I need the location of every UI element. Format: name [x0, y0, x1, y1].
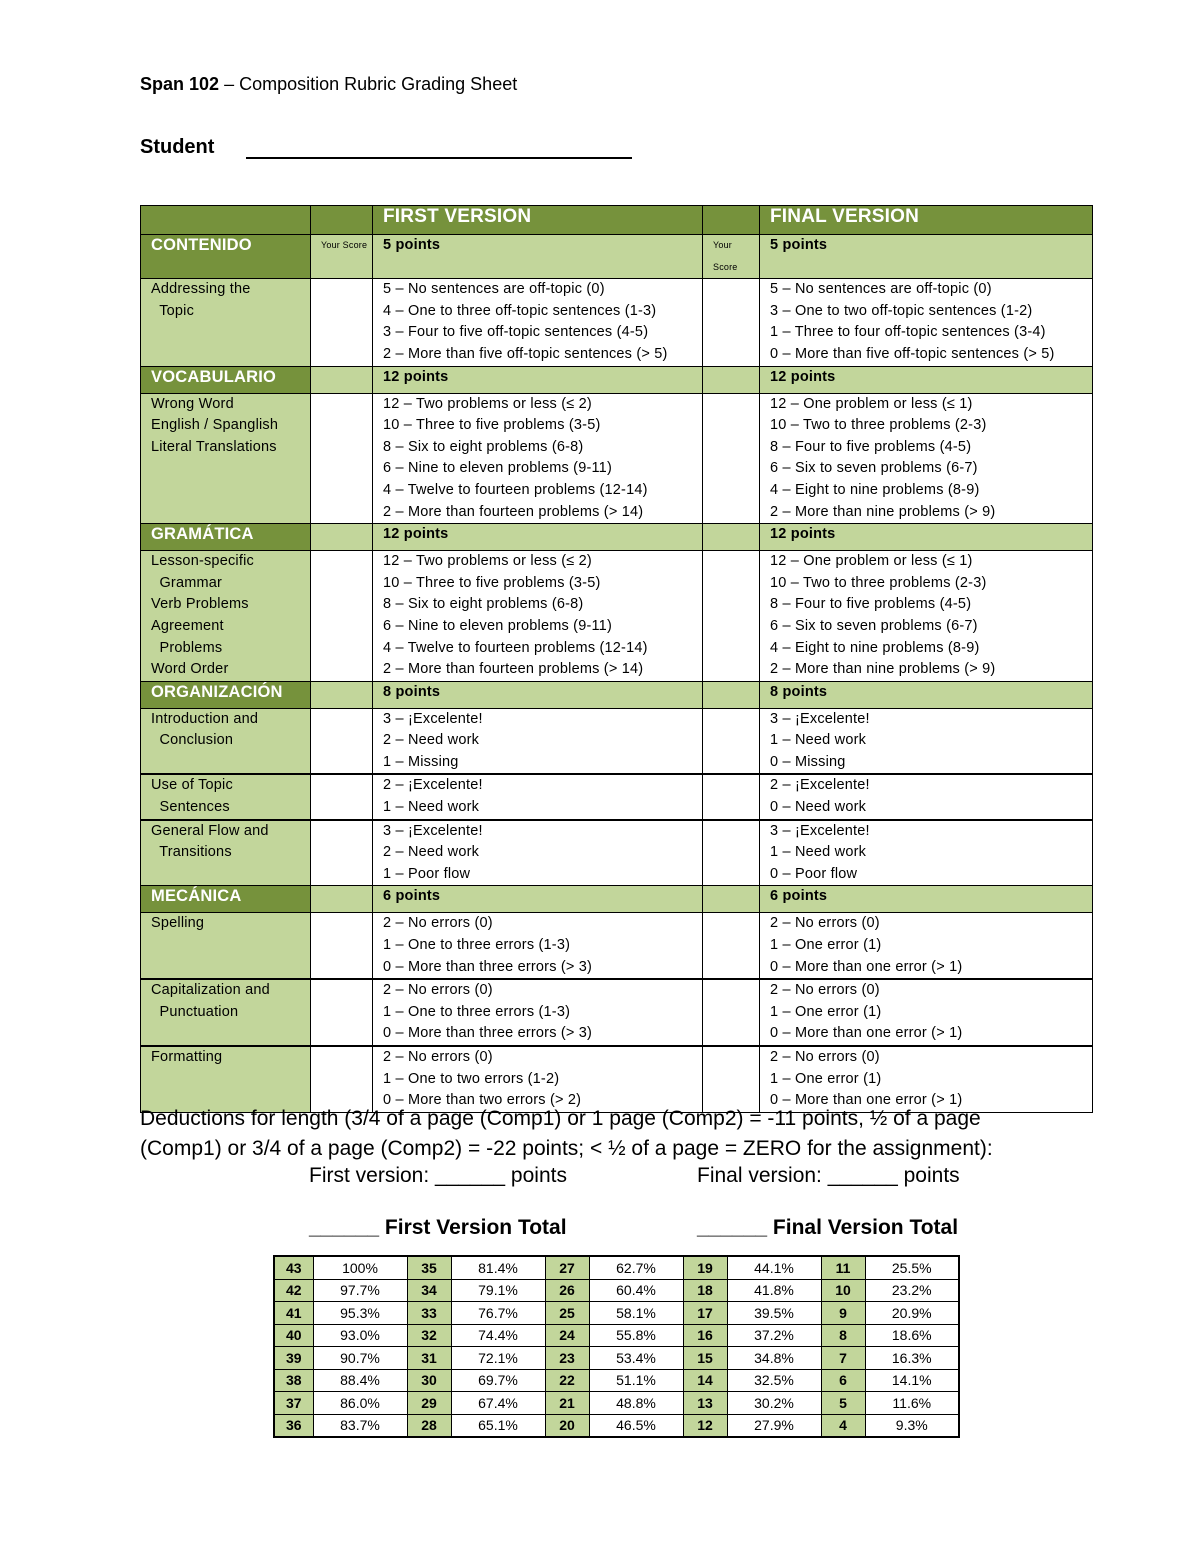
first-version-score-cell[interactable] [311, 979, 373, 1046]
section-name: CONTENIDO [141, 235, 311, 279]
section-header-row [141, 524, 1093, 551]
final-version-descriptors [760, 913, 1093, 979]
points-value: 40 [274, 1324, 313, 1347]
first-version-score-cell[interactable] [311, 279, 373, 366]
first-version-deduction[interactable]: First version: ______ points [309, 1164, 567, 1187]
section-header-row [141, 235, 1093, 279]
criterion-row [141, 551, 1093, 682]
final-version-score-cell[interactable] [703, 820, 760, 886]
points-value: 35 [407, 1256, 451, 1279]
percent-value: 32.5% [727, 1369, 821, 1392]
descriptor-line: 2 – Need work [383, 844, 480, 861]
percent-row [274, 1392, 959, 1415]
final-version-score-cell[interactable] [703, 279, 760, 366]
points-value: 13 [683, 1392, 727, 1415]
percent-row [274, 1302, 959, 1325]
points-value: 29 [407, 1392, 451, 1415]
points-value: 25 [545, 1302, 589, 1325]
criterion-row [141, 708, 1093, 774]
criterion-category [141, 1046, 311, 1112]
percent-value: 79.1% [451, 1279, 545, 1302]
descriptor-line: 1 – Need work [383, 799, 480, 816]
percent-value: 97.7% [313, 1279, 407, 1302]
criterion-category-line: Agreement [151, 617, 224, 634]
criterion-category-line: Topic [151, 302, 195, 319]
descriptor-line: 3 – ¡Excelente! [383, 822, 483, 839]
section-points-first: 6 points [373, 886, 703, 913]
criterion-category-line: Spelling [151, 915, 205, 932]
descriptor-line: 8 – Four to five problems (4-5) [770, 438, 972, 455]
criterion-category-line: Literal Translations [151, 438, 277, 455]
first-version-descriptors [373, 393, 703, 524]
points-value: 21 [545, 1392, 589, 1415]
criterion-row [141, 774, 1093, 819]
final-version-descriptors [760, 551, 1093, 682]
first-version-total[interactable]: ______ First Version Total [309, 1216, 567, 1239]
criterion-category-line: Word Order [151, 661, 229, 678]
descriptor-line: 5 – No sentences are off-topic (0) [770, 281, 992, 298]
title-text: – Composition Rubric Grading Sheet [224, 74, 518, 94]
final-version-deduction[interactable]: Final version: ______ points [697, 1164, 960, 1187]
percent-row [274, 1324, 959, 1347]
final-version-score-cell[interactable] [703, 1046, 760, 1112]
descriptor-line: 1 – Need work [770, 732, 867, 749]
percent-value: 58.1% [589, 1302, 683, 1325]
first-version-descriptors [373, 774, 703, 819]
criterion-category-line: Addressing the [151, 281, 251, 298]
percent-value: 62.7% [589, 1256, 683, 1279]
percent-value: 16.3% [865, 1347, 959, 1370]
percent-value: 20.9% [865, 1302, 959, 1325]
section-name: VOCABULARIO [141, 366, 311, 393]
points-value: 28 [407, 1414, 451, 1437]
first-version-score-cell[interactable] [311, 1046, 373, 1112]
percent-value: 27.9% [727, 1414, 821, 1437]
rubric-header-row [141, 206, 1093, 235]
descriptor-line: 10 – Three to five problems (3-5) [383, 574, 601, 591]
descriptor-line: 10 – Two to three problems (2-3) [770, 417, 987, 434]
points-value: 41 [274, 1302, 313, 1325]
points-value: 5 [821, 1392, 865, 1415]
descriptor-line: 3 – ¡Excelente! [770, 822, 870, 839]
section-header-row [141, 886, 1093, 913]
percent-value: 30.2% [727, 1392, 821, 1415]
descriptor-line: 1 – One to three errors (1-3) [383, 1003, 571, 1020]
descriptor-line: 10 – Two to three problems (2-3) [770, 574, 987, 591]
percent-value: 76.7% [451, 1302, 545, 1325]
points-value: 32 [407, 1324, 451, 1347]
descriptor-line: 1 – One error (1) [770, 1070, 882, 1087]
section-points-final: 12 points [760, 366, 1093, 393]
percent-value: 100% [313, 1256, 407, 1279]
percent-table [273, 1255, 960, 1438]
criterion-category [141, 913, 311, 979]
section-name: MECÁNICA [141, 886, 311, 913]
descriptor-line: 4 – Eight to nine problems (8-9) [770, 639, 980, 656]
final-version-descriptors [760, 774, 1093, 819]
final-version-score-cell[interactable] [703, 708, 760, 774]
header-blank-cell [311, 206, 373, 235]
percent-value: 39.5% [727, 1302, 821, 1325]
criterion-category-line: Sentences [151, 799, 230, 816]
points-value: 12 [683, 1414, 727, 1437]
percent-value: 11.6% [865, 1392, 959, 1415]
your-score-label: Your Score [703, 235, 760, 279]
descriptor-line: 2 – No errors (0) [770, 982, 880, 999]
descriptor-line: 0 – More than five off-topic sentences (> 5) [770, 345, 1055, 362]
criterion-category-line: Transitions [151, 844, 232, 861]
criterion-category-line: Grammar [151, 574, 223, 591]
percent-value: 37.2% [727, 1324, 821, 1347]
first-version-descriptors [373, 279, 703, 366]
student-name-field[interactable] [246, 157, 632, 159]
descriptor-line: 12 – Two problems or less (≤ 2) [383, 395, 592, 412]
percent-row [274, 1256, 959, 1279]
percent-value: 25.5% [865, 1256, 959, 1279]
descriptor-line: 0 – More than three errors (> 3) [383, 958, 593, 975]
descriptor-line: 2 – More than five off-topic sentences (> 5) [383, 345, 668, 362]
criterion-category-line: Conclusion [151, 732, 234, 749]
header-blank-cell [141, 206, 311, 235]
final-version-descriptors [760, 979, 1093, 1046]
descriptor-line: 3 – ¡Excelente! [770, 710, 870, 727]
descriptor-line: 2 – ¡Excelente! [770, 777, 870, 794]
descriptor-line: 8 – Six to eight problems (6-8) [383, 438, 584, 455]
points-value: 11 [821, 1256, 865, 1279]
descriptor-line: 2 – More than nine problems (> 9) [770, 503, 996, 520]
criterion-category-line: Wrong Word [151, 395, 234, 412]
percent-value: 23.2% [865, 1279, 959, 1302]
criterion-category [141, 279, 311, 366]
points-value: 37 [274, 1392, 313, 1415]
points-value: 15 [683, 1347, 727, 1370]
criterion-category [141, 393, 311, 524]
descriptor-line: 6 – Six to seven problems (6-7) [770, 460, 978, 477]
criterion-category-line: Verb Problems [151, 596, 249, 613]
percent-value: 53.4% [589, 1347, 683, 1370]
criterion-category-line: Introduction and [151, 710, 259, 727]
descriptor-line: 6 – Nine to eleven problems (9-11) [383, 617, 612, 634]
section-score-col [703, 524, 760, 551]
descriptor-line: 2 – No errors (0) [383, 982, 493, 999]
criterion-row [141, 979, 1093, 1046]
percent-value: 93.0% [313, 1324, 407, 1347]
points-value: 10 [821, 1279, 865, 1302]
percent-row [274, 1279, 959, 1302]
percent-row [274, 1414, 959, 1437]
criterion-row [141, 1046, 1093, 1112]
percent-value: 83.7% [313, 1414, 407, 1437]
section-points-final: 8 points [760, 681, 1093, 708]
descriptor-line: 0 – More than one error (> 1) [770, 1092, 963, 1109]
section-score-col [311, 524, 373, 551]
percent-value: 81.4% [451, 1256, 545, 1279]
first-version-descriptors [373, 1046, 703, 1112]
percent-value: 51.1% [589, 1369, 683, 1392]
percent-value: 86.0% [313, 1392, 407, 1415]
header-blank-cell [703, 206, 760, 235]
final-version-total[interactable]: ______ Final Version Total [697, 1216, 959, 1239]
criterion-category-line: Punctuation [151, 1003, 239, 1020]
percent-value: 41.8% [727, 1279, 821, 1302]
descriptor-line: 0 – More than one error (> 1) [770, 958, 963, 975]
percent-value: 46.5% [589, 1414, 683, 1437]
criterion-category-line: Use of Topic [151, 777, 233, 794]
percent-value: 88.4% [313, 1369, 407, 1392]
descriptor-line: 0 – Need work [770, 799, 867, 816]
points-value: 38 [274, 1369, 313, 1392]
percent-value: 95.3% [313, 1302, 407, 1325]
points-value: 6 [821, 1369, 865, 1392]
descriptor-line: 1 – One error (1) [770, 1003, 882, 1020]
page-title [140, 74, 517, 95]
first-version-header: FIRST VERSION [373, 206, 703, 235]
section-header-row [141, 681, 1093, 708]
descriptor-line: 0 – Missing [770, 753, 846, 770]
section-points-final: 5 points [760, 235, 1093, 279]
final-version-score-cell[interactable] [703, 913, 760, 979]
final-version-descriptors [760, 279, 1093, 366]
criterion-category [141, 551, 311, 682]
descriptor-line: 6 – Nine to eleven problems (9-11) [383, 460, 612, 477]
percent-row [274, 1347, 959, 1370]
your-score-label: Your Score [311, 235, 373, 279]
descriptor-line: 1 – One to two errors (1-2) [383, 1070, 560, 1087]
descriptor-line: 2 – ¡Excelente! [383, 777, 483, 794]
descriptor-line: 0 – Poor flow [770, 865, 858, 882]
points-value: 31 [407, 1347, 451, 1370]
descriptor-line: 8 – Six to eight problems (6-8) [383, 596, 584, 613]
descriptor-line: 2 – No errors (0) [770, 1049, 880, 1065]
descriptor-line: 2 – Need work [383, 732, 480, 749]
descriptor-line: 2 – No errors (0) [383, 1049, 493, 1065]
section-points-first: 12 points [373, 524, 703, 551]
section-header-row [141, 366, 1093, 393]
points-value: 30 [407, 1369, 451, 1392]
criterion-category [141, 708, 311, 774]
descriptor-line: 4 – Eight to nine problems (8-9) [770, 481, 980, 498]
points-value: 8 [821, 1324, 865, 1347]
first-version-descriptors [373, 913, 703, 979]
descriptor-line: 2 – More than fourteen problems (> 14) [383, 503, 644, 520]
section-name: ORGANIZACIÓN [141, 681, 311, 708]
section-score-col [703, 366, 760, 393]
descriptor-line: 2 – No errors (0) [383, 915, 493, 932]
percent-value: 67.4% [451, 1392, 545, 1415]
descriptor-line: 2 – More than fourteen problems (> 14) [383, 661, 644, 678]
descriptor-line: 12 – One problem or less (≤ 1) [770, 553, 973, 570]
percent-value: 69.7% [451, 1369, 545, 1392]
descriptor-line: 12 – Two problems or less (≤ 2) [383, 553, 592, 570]
points-value: 33 [407, 1302, 451, 1325]
criterion-row [141, 279, 1093, 366]
final-version-descriptors [760, 708, 1093, 774]
descriptor-line: 3 – ¡Excelente! [383, 710, 483, 727]
percent-value: 18.6% [865, 1324, 959, 1347]
first-version-score-cell[interactable] [311, 551, 373, 682]
criterion-category-line: General Flow and [151, 822, 269, 839]
first-version-score-cell[interactable] [311, 913, 373, 979]
first-version-descriptors [373, 820, 703, 886]
first-version-score-cell[interactable] [311, 393, 373, 524]
percent-value: 65.1% [451, 1414, 545, 1437]
descriptor-line: 1 – One error (1) [770, 937, 882, 954]
points-value: 27 [545, 1256, 589, 1279]
points-value: 17 [683, 1302, 727, 1325]
points-value: 18 [683, 1279, 727, 1302]
points-value: 36 [274, 1414, 313, 1437]
points-value: 39 [274, 1347, 313, 1370]
points-value: 14 [683, 1369, 727, 1392]
section-points-first: 12 points [373, 366, 703, 393]
percent-value: 48.8% [589, 1392, 683, 1415]
points-value: 42 [274, 1279, 313, 1302]
descriptor-line: 12 – One problem or less (≤ 1) [770, 395, 973, 412]
descriptor-line: 0 – More than three errors (> 3) [383, 1025, 593, 1042]
first-version-descriptors [373, 979, 703, 1046]
descriptor-line: 1 – One to three errors (1-3) [383, 937, 571, 954]
final-version-descriptors [760, 393, 1093, 524]
criterion-category [141, 774, 311, 819]
final-version-score-cell[interactable] [703, 774, 760, 819]
section-score-col [703, 886, 760, 913]
descriptor-line: 2 – More than nine problems (> 9) [770, 661, 996, 678]
points-value: 19 [683, 1256, 727, 1279]
descriptor-line: 0 – More than one error (> 1) [770, 1025, 963, 1042]
section-score-col [311, 886, 373, 913]
final-version-descriptors [760, 1046, 1093, 1112]
descriptor-line: 1 – Poor flow [383, 865, 471, 882]
section-score-col [311, 681, 373, 708]
percent-value: 44.1% [727, 1256, 821, 1279]
descriptor-line: 6 – Six to seven problems (6-7) [770, 617, 978, 634]
percent-value: 34.8% [727, 1347, 821, 1370]
points-value: 43 [274, 1256, 313, 1279]
deductions-line-2: (Comp1) or 3/4 of a page (Comp2) = -22 points; < ½ of a page = ZERO for the assignment): [140, 1137, 993, 1160]
descriptor-line: 4 – One to three off-topic sentences (1-3) [383, 302, 657, 319]
final-version-score-cell[interactable] [703, 979, 760, 1046]
criterion-row [141, 913, 1093, 979]
descriptor-line: 5 – No sentences are off-topic (0) [383, 281, 605, 298]
criterion-category-line: English / Spanglish [151, 417, 279, 434]
descriptor-line: 10 – Three to five problems (3-5) [383, 417, 601, 434]
criterion-category-line: Formatting [151, 1049, 223, 1065]
descriptor-line: 4 – Twelve to fourteen problems (12-14) [383, 481, 648, 498]
points-value: 7 [821, 1347, 865, 1370]
section-score-col [311, 366, 373, 393]
descriptor-line: 3 – Four to five off-topic sentences (4-5) [383, 324, 649, 341]
descriptor-line: 1 – Three to four off-topic sentences (3-4) [770, 324, 1046, 341]
final-version-score-cell[interactable] [703, 393, 760, 524]
final-version-score-cell[interactable] [703, 551, 760, 682]
percent-row [274, 1369, 959, 1392]
final-version-descriptors [760, 820, 1093, 886]
points-value: 24 [545, 1324, 589, 1347]
points-value: 26 [545, 1279, 589, 1302]
criterion-row [141, 820, 1093, 886]
percent-value: 14.1% [865, 1369, 959, 1392]
first-version-score-cell[interactable] [311, 708, 373, 774]
percent-value: 9.3% [865, 1414, 959, 1437]
criterion-category-line: Lesson-specific [151, 553, 254, 570]
points-value: 4 [821, 1414, 865, 1437]
criterion-row [141, 393, 1093, 524]
descriptor-line: 0 – More than two errors (> 2) [383, 1092, 582, 1109]
percent-value: 90.7% [313, 1347, 407, 1370]
section-points-first: 5 points [373, 235, 703, 279]
percent-value: 72.1% [451, 1347, 545, 1370]
criterion-category-line: Capitalization and [151, 982, 270, 999]
first-version-descriptors [373, 708, 703, 774]
section-score-col [703, 681, 760, 708]
first-version-score-cell[interactable] [311, 820, 373, 886]
first-version-score-cell[interactable] [311, 774, 373, 819]
points-value: 34 [407, 1279, 451, 1302]
final-version-header: FINAL VERSION [760, 206, 1093, 235]
criterion-category [141, 820, 311, 886]
points-value: 16 [683, 1324, 727, 1347]
deductions-line-1: Deductions for length (3/4 of a page (Comp1) or 1 page (Comp2) = -11 points, ½ of a page [140, 1107, 981, 1130]
deductions-text [140, 1104, 1040, 1164]
points-value: 20 [545, 1414, 589, 1437]
points-value: 22 [545, 1369, 589, 1392]
points-value: 23 [545, 1347, 589, 1370]
descriptor-line: 1 – Missing [383, 753, 459, 770]
percent-value: 74.4% [451, 1324, 545, 1347]
first-version-descriptors [373, 551, 703, 682]
section-points-first: 8 points [373, 681, 703, 708]
section-points-final: 12 points [760, 524, 1093, 551]
percent-value: 60.4% [589, 1279, 683, 1302]
section-points-final: 6 points [760, 886, 1093, 913]
descriptor-line: 3 – One to two off-topic sentences (1-2) [770, 302, 1033, 319]
section-name: GRAMÁTICA [141, 524, 311, 551]
criterion-category [141, 979, 311, 1046]
descriptor-line: 8 – Four to five problems (4-5) [770, 596, 972, 613]
rubric-table [140, 205, 1093, 1113]
course-code: Span 102 [140, 74, 220, 94]
criterion-category-line: Problems [151, 639, 223, 656]
percent-value: 55.8% [589, 1324, 683, 1347]
descriptor-line: 4 – Twelve to fourteen problems (12-14) [383, 639, 648, 656]
descriptor-line: 1 – Need work [770, 844, 867, 861]
points-value: 9 [821, 1302, 865, 1325]
student-label: Student [140, 136, 215, 158]
descriptor-line: 2 – No errors (0) [770, 915, 880, 932]
